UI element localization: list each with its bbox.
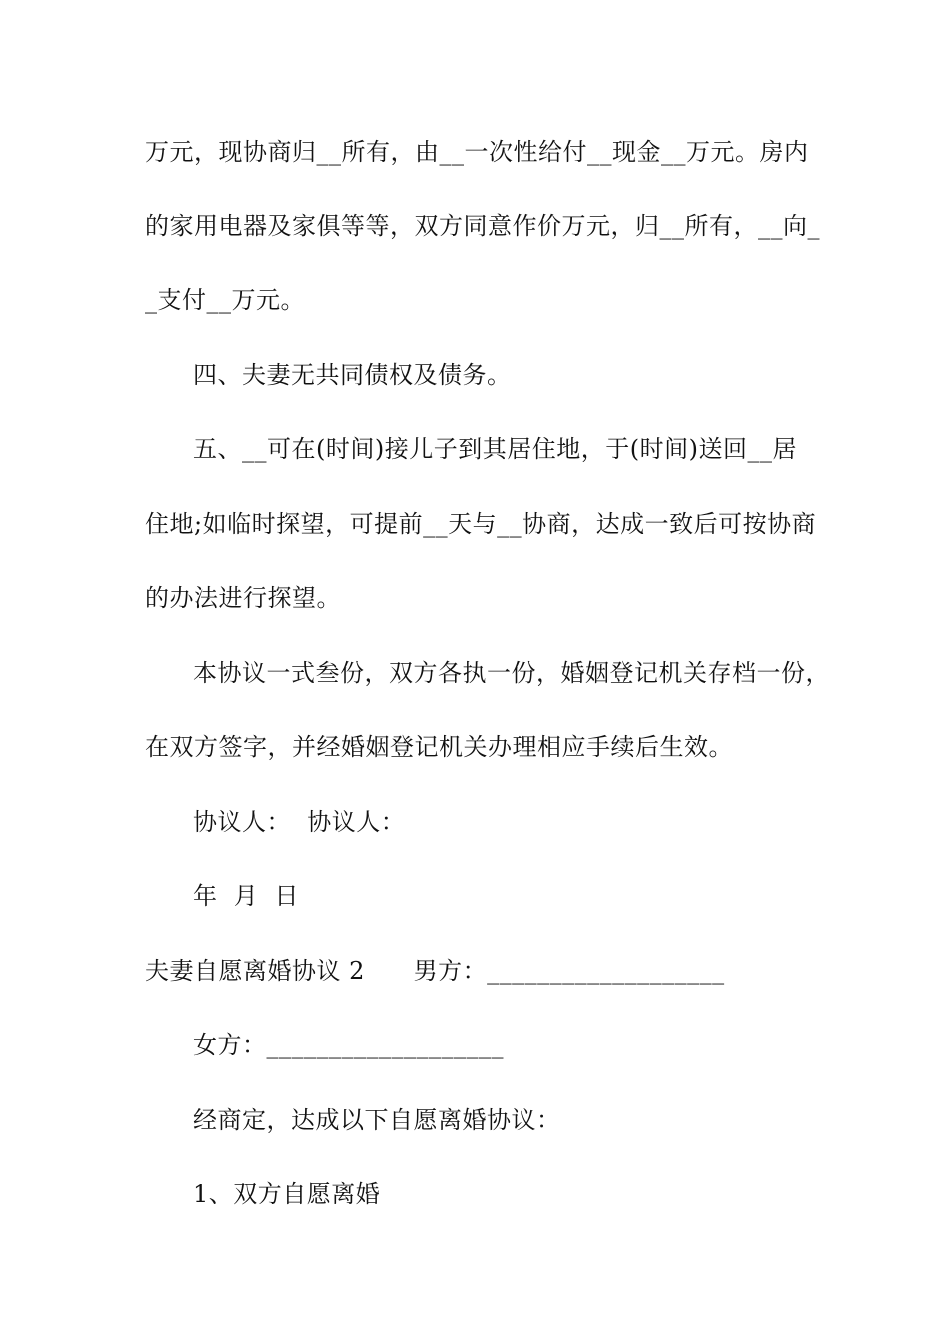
paragraph-line: 本协议一式叁份，双方各执一份，婚姻登记机关存档一份， (193, 659, 830, 687)
paragraph-line: 经商定，达成以下自愿离婚协议： (193, 1106, 561, 1134)
paragraph-line: 四、夫妻无共同债权及债务。 (193, 361, 512, 389)
paragraph-line: 万元，现协商归__所有，由__一次性给付__现金__万元。房内 (145, 138, 809, 166)
date-line: 年 月 日 (193, 882, 300, 910)
paragraph-line: 的家用电器及家俱等等，双方同意作价万元，归__所有，__向_ (145, 212, 820, 240)
clause-line: 1、双方自愿离婚 (193, 1180, 381, 1208)
paragraph-line: 在双方签字，并经婚姻登记机关办理相应手续后生效。 (145, 733, 733, 761)
paragraph-line: 的办法进行探望。 (145, 584, 341, 612)
paragraph-line: _支付__万元。 (145, 286, 305, 314)
party-line: 女方：___________________ (193, 1031, 504, 1059)
signature-line: 协议人： 协议人： (193, 808, 406, 836)
paragraph-line: 五、__可在(时间)接儿子到其居住地，于(时间)送回__居 (193, 435, 797, 463)
paragraph-line: 住地;如临时探望，可提前__天与__协商，达成一致后可按协商 (145, 510, 817, 538)
agreement-title-line: 夫妻自愿离婚协议 2 男方：___________________ (145, 957, 725, 985)
